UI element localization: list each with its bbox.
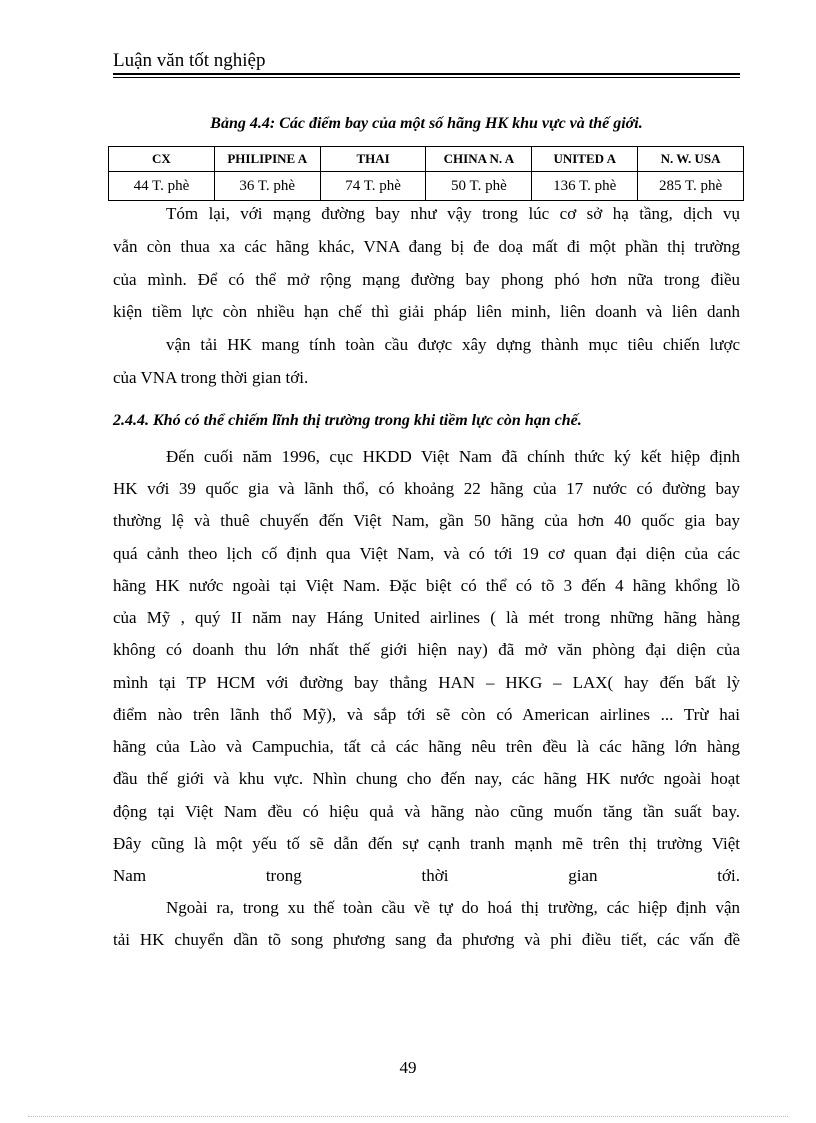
text-line: quá cảnh theo lịch cố định qua Việt Nam, và có tới 19 cơ quan đại diện của các bbox=[113, 544, 740, 563]
table-cell: 44 T. phè bbox=[109, 172, 215, 201]
text-line: hãng HK nước ngoài tại Việt Nam. Đặc biệt có thể có tõ 3 đến 4 hãng khổng lồ bbox=[113, 576, 740, 595]
page-number: 49 bbox=[399, 1058, 417, 1077]
running-header: Luận văn tốt nghiệp bbox=[113, 50, 266, 71]
text-line: hãng của Lào và Campuchia, tất cả các hãng nêu trên đều là các hãng lớn hàng bbox=[113, 737, 740, 756]
text-line: kiện tiềm lực còn nhiều hạn chế thì giải pháp liên minh, liên doanh và liên danh bbox=[113, 302, 740, 321]
table-header-cell: PHILIPINE A bbox=[214, 147, 320, 172]
table-cell: 74 T. phè bbox=[320, 172, 426, 201]
page-edge-dotted-line bbox=[28, 1116, 788, 1117]
text-line: động tại Việt Nam đều có hiệu quả và hãng nào cũng muốn tăng tần suất bay. bbox=[113, 802, 740, 821]
header-rule-thin bbox=[113, 77, 740, 78]
table-header-cell: CX bbox=[109, 147, 215, 172]
text-line: vẫn còn thua xa các hãng khác, VNA đang bị đe doạ mất đi một phần thị trường bbox=[113, 237, 740, 256]
table-cell: 285 T. phè bbox=[638, 172, 744, 201]
table-cell: 36 T. phè bbox=[214, 172, 320, 201]
text-line: mình tại TP HCM với đường bay thẳng HAN – HKG – LAX( hay đến bất lỳ bbox=[113, 673, 740, 692]
table-row bbox=[109, 172, 744, 201]
text-line: điểm nào trên lãnh thổ Mỹ), và sắp tới sẽ còn có American airlines ... Trừ hai bbox=[113, 705, 740, 724]
text-line: Tóm lại, với mạng đường bay như vậy trong lúc cơ sở hạ tầng, dịch vụ bbox=[166, 204, 740, 223]
airline-destinations-table bbox=[108, 146, 744, 201]
section-heading: 2.4.4. Khó có thể chiếm lĩnh thị trường trong khi tiềm lực còn hạn chế. bbox=[113, 412, 582, 429]
table-header-row bbox=[109, 147, 744, 172]
text-line: HK với 39 quốc gia và lãnh thổ, có khoảng 22 hãng của 17 nước có đường bay bbox=[113, 479, 740, 498]
text-line: của mình. Để có thể mở rộng mạng đường bay phong phó hơn nữa trong điều bbox=[113, 270, 740, 289]
text-line: vận tải HK mang tính toàn cầu được xây dựng thành mục tiêu chiến lược bbox=[166, 335, 740, 354]
text-line: Đây cũng là một yếu tố sẽ dẫn đến sự cạnh tranh mạnh mẽ trên thị trường Việt bbox=[113, 834, 740, 853]
text-line: Ngoài ra, trong xu thế toàn cầu về tự do hoá thị trường, các hiệp định vận bbox=[166, 898, 740, 917]
text-line: thường lệ và thuê chuyến đến Việt Nam, gần 50 hãng của hơn 40 quốc gia bay bbox=[113, 511, 740, 530]
table-header-cell: N. W. USA bbox=[638, 147, 744, 172]
text-line: Đến cuối năm 1996, cục HKDD Việt Nam đã chính thức ký kết hiệp định bbox=[166, 447, 740, 466]
table-cell: 136 T. phè bbox=[532, 172, 638, 201]
text-line: đầu thế giới và khu vực. Nhìn chung cho đến nay, các hãng HK nước ngoài hoạt bbox=[113, 769, 740, 788]
text-line: tải HK chuyển dần tõ song phương sang đa phương và phi điều tiết, các vấn đề bbox=[113, 930, 740, 949]
text-line: của VNA trong thời gian tới. bbox=[113, 368, 309, 387]
table-cell: 50 T. phè bbox=[426, 172, 532, 201]
table-header-cell: CHINA N. A bbox=[426, 147, 532, 172]
header-rule-thick bbox=[113, 73, 740, 75]
text-line: không có doanh thu lớn nhất thế giới hiện nay) đã mở văn phòng đại diện của bbox=[113, 640, 740, 659]
text-line: của Mỹ , quý II năm nay Háng United airlines ( là mét trong những hãng hàng bbox=[113, 608, 740, 627]
table-header-cell: THAI bbox=[320, 147, 426, 172]
table-caption: Bảng 4.4: Các điểm bay của một số hãng HK khu vực và thế giới. bbox=[210, 115, 643, 132]
text-line: Nam trong thời gian tới. bbox=[113, 866, 740, 885]
table-header-cell: UNITED A bbox=[532, 147, 638, 172]
